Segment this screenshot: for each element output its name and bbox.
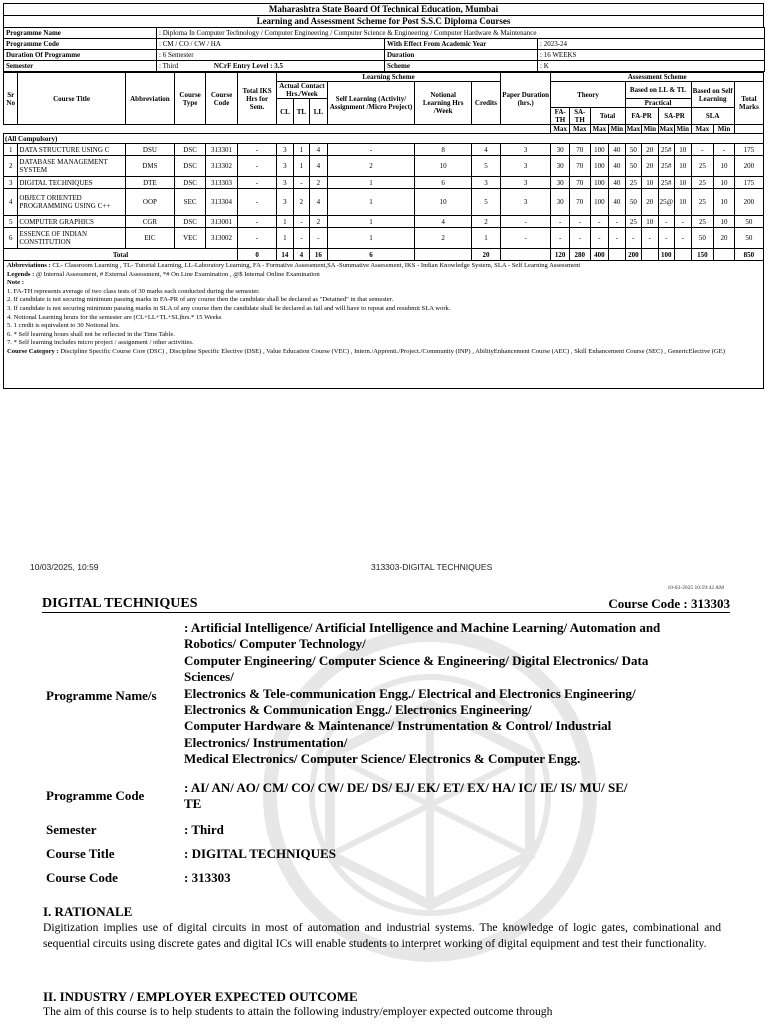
abbreviations-label: Abbreviations :	[7, 262, 51, 269]
learning-assessment-table	[3, 72, 764, 261]
cell-abbreviation: EIC	[125, 228, 174, 249]
cell-self-learning: 2	[327, 156, 415, 177]
cell-fa-pr-min: 10	[642, 216, 658, 228]
course-title-row	[42, 595, 730, 613]
ncrf-level: NCrF Entry Level : 3.5	[213, 62, 284, 70]
cell-sr-no: 3	[4, 177, 18, 189]
semester-value-text: : Third	[159, 62, 179, 70]
programme-names-label: Programme Name/s	[46, 688, 157, 703]
header-based-ll-tl: Based on LL & TL	[625, 82, 691, 99]
cell-credits: 4	[472, 144, 501, 156]
programme-names-value	[184, 620, 724, 768]
duration-programme-value: : 6 Semester	[157, 50, 385, 61]
cell-tl-hours: -	[293, 216, 309, 228]
cell-course-type: DSC	[175, 177, 206, 189]
header-theory: Theory	[551, 82, 625, 108]
header-ll: LL	[310, 99, 328, 125]
cell-sla-max: 50	[691, 228, 714, 249]
cell-sla-min: -	[714, 144, 735, 156]
cell-fa-th-max: 30	[551, 189, 570, 216]
programme-names-line: Electronics & Tele-communication Engg./ Electrical and Electronics Engineering/	[184, 685, 636, 701]
cell-theory-total-min: 40	[609, 144, 625, 156]
totals-fa-pr: 200	[625, 249, 641, 261]
header-actual-contact: Actual Contact Hrs./Week	[277, 82, 327, 99]
cell-total-marks: 50	[734, 228, 763, 249]
cell-sa-th-max: 70	[569, 189, 590, 216]
cell-course-type: DSC	[175, 156, 206, 177]
cell-iks-hours: -	[238, 189, 277, 216]
cell-sa-pr-max: -	[658, 216, 674, 228]
header-sa-th: SA-TH	[569, 108, 590, 125]
legends-label: Legends :	[7, 270, 35, 278]
cell-self-learning: -	[327, 144, 415, 156]
cell-sa-pr-min: 10	[675, 189, 691, 216]
cell-theory-total-max: 100	[590, 156, 609, 177]
cell-ll-hours: -	[310, 228, 328, 249]
note-item: 4. Notional Learning hours for the semester are (CL+LL+TL+SL)hrs.* 15 Weeks	[7, 313, 222, 321]
cell-self-learning: 1	[327, 216, 415, 228]
cell-iks-hours: -	[238, 177, 277, 189]
course-category-label: Course Category :	[7, 347, 59, 355]
header-self-learning: Self Learning (Activity/ Assignment /Micro Project)	[327, 82, 415, 125]
header-tl: TL	[293, 99, 309, 125]
cell-course-code: 313304	[206, 189, 238, 216]
programme-names-line: Electronics & Communication Engg./ Electronics Engineering/	[184, 702, 532, 718]
cell-theory-total-max: -	[590, 228, 609, 249]
cell-fa-pr-min: 10	[642, 177, 658, 189]
duration-label: Duration	[385, 50, 538, 61]
cell-paper-duration: 3	[500, 144, 551, 156]
header-learning-scheme: Learning Scheme	[277, 73, 501, 82]
cell-ll-hours: 2	[310, 216, 328, 228]
header-total-iks: Total IKS Hrs for Sem.	[238, 73, 277, 125]
cell-course-title: ESSENCE OF INDIAN CONSTITUTION	[18, 228, 125, 249]
cell-theory-total-max: -	[590, 216, 609, 228]
cell-credits: 5	[472, 189, 501, 216]
cell-notional-hours: 10	[415, 189, 472, 216]
cell-course-title: DIGITAL TECHNIQUES	[18, 177, 125, 189]
header-fa-pr: FA-PR	[625, 108, 658, 125]
course-code-info-row	[46, 864, 730, 888]
cell-total-marks: 50	[734, 216, 763, 228]
header-abbreviation: Abbreviation	[125, 73, 174, 125]
cell-course-type: DSC	[175, 216, 206, 228]
cell-course-title: DATA STRUCTURE USING C	[18, 144, 125, 156]
header-based-self: Based on Self Learning	[691, 82, 734, 108]
programme-meta-table	[3, 27, 765, 72]
cell-sla-max: 25	[691, 156, 714, 177]
header-course-code: Course Code	[206, 73, 238, 125]
course-semester-value: : Third	[184, 822, 224, 837]
cell-sa-pr-max: 25@	[658, 189, 674, 216]
cell-sla-max: 25	[691, 177, 714, 189]
cell-credits: 2	[472, 216, 501, 228]
totals-credits: 20	[472, 249, 501, 261]
abbreviations-line	[7, 262, 760, 271]
cell-sla-min: 10	[714, 156, 735, 177]
semester-value	[157, 61, 385, 72]
programme-names-line: : Artificial Intelligence/ Artificial Intelligence and Machine Learning/ Automation and	[184, 620, 661, 635]
cell-theory-total-max: 100	[590, 144, 609, 156]
header-theory-total: Total	[590, 108, 625, 125]
cell-fa-pr-min: 20	[642, 144, 658, 156]
note-item: 3. If candidate is not securing minimum passing marks in SLA of any course then the candidate shall be declared as fail and will have to repeat and resubmit SLA work.	[7, 304, 451, 312]
totals-cl: 14	[277, 249, 293, 261]
cell-fa-pr-min: -	[642, 228, 658, 249]
cell-paper-duration: 3	[500, 189, 551, 216]
cell-abbreviation: DMS	[125, 156, 174, 177]
note-item: 1. FA-TH represents average of two class tests of 30 marks each conducted during the semester.	[7, 287, 260, 295]
course-name-heading: DIGITAL TECHNIQUES	[42, 596, 198, 611]
header-max: Max	[659, 125, 674, 133]
course-row	[4, 189, 764, 216]
programme-code-label: Programme Code	[4, 39, 157, 50]
cell-fa-th-max: -	[551, 228, 570, 249]
course-page	[30, 585, 738, 1024]
print-header	[0, 562, 768, 576]
cell-iks-hours: -	[238, 156, 277, 177]
totals-sla: 150	[691, 249, 714, 261]
cell-course-code: 313303	[206, 177, 238, 189]
effect-value: : 2023-24	[538, 39, 765, 50]
cell-sla-max: 25	[691, 189, 714, 216]
header-assessment-scheme: Assessment Scheme	[551, 73, 764, 82]
header-max: Max	[691, 125, 714, 134]
cell-course-code: 313302	[206, 156, 238, 177]
course-title-value: : DIGITAL TECHNIQUES	[184, 846, 336, 861]
course-row	[4, 216, 764, 228]
programme-names-line: Computer Engineering/ Computer Science & Engineering/ Digital Electronics/ Data	[184, 652, 649, 668]
course-title-label: Course Title	[46, 846, 115, 861]
scheme-label: Scheme	[385, 61, 538, 72]
course-code-label: Course Code	[46, 870, 118, 885]
header-max: Max	[569, 125, 590, 134]
cell-iks-hours: -	[238, 216, 277, 228]
course-row	[4, 156, 764, 177]
cell-sa-pr-max: 25#	[658, 156, 674, 177]
cell-paper-duration: 3	[500, 177, 551, 189]
cell-theory-total-max: 100	[590, 177, 609, 189]
cell-total-marks: 175	[734, 144, 763, 156]
cell-fa-pr-max: 25	[625, 177, 641, 189]
course-category-line	[7, 348, 760, 357]
cell-course-type: SEC	[175, 189, 206, 216]
totals-sa-th: 280	[569, 249, 590, 261]
cell-theory-total-max: 100	[590, 189, 609, 216]
course-code-value: : 313303	[184, 870, 231, 885]
header-total-marks: Total Marks	[734, 82, 763, 125]
header-practical: Practical	[625, 99, 691, 108]
cell-course-title: OBJECT ORIENTED PROGRAMMING USING C++	[18, 189, 125, 216]
course-info	[46, 620, 730, 888]
totals-tl: 4	[293, 249, 309, 261]
header-course-title: Course Title	[18, 73, 125, 125]
cell-fa-pr-max: 50	[625, 189, 641, 216]
header-min: Min	[609, 125, 625, 134]
programme-names-line: Medical Electronics/ Computer Science/ Electronics & Computer Engg.	[184, 751, 581, 767]
all-compulsory-label: (All Compulsory)	[4, 134, 764, 144]
totals-fa-th: 120	[551, 249, 570, 261]
cell-credits: 3	[472, 177, 501, 189]
header-paper-duration: Paper Duration (hrs.)	[500, 73, 551, 125]
course-rows	[4, 144, 764, 249]
cell-tl-hours: -	[293, 177, 309, 189]
outcome-heading: II. INDUSTRY / EMPLOYER EXPECTED OUTCOME	[43, 989, 358, 1004]
cell-fa-th-max: -	[551, 216, 570, 228]
cell-abbreviation: DSU	[125, 144, 174, 156]
cell-cl-hours: 1	[277, 228, 293, 249]
print-doc-title: 313303-DIGITAL TECHNIQUES	[371, 562, 493, 572]
cell-self-learning: 1	[327, 177, 415, 189]
cell-fa-pr-min: 20	[642, 189, 658, 216]
cell-course-type: VEC	[175, 228, 206, 249]
course-code-heading: Course Code : 313303	[608, 596, 730, 611]
scheme-title: Learning and Assessment Scheme for Post S.S.C Diploma Courses	[3, 15, 764, 27]
course-title-info-row	[46, 840, 730, 864]
cell-cl-hours: 3	[277, 189, 293, 216]
cell-ll-hours: 4	[310, 189, 328, 216]
cell-theory-total-min: -	[609, 216, 625, 228]
board-title: Maharashtra State Board Of Technical Education, Mumbai	[3, 3, 764, 15]
cell-fa-pr-max: 50	[625, 156, 641, 177]
totals-label: Total	[4, 249, 238, 261]
cell-sa-pr-max: 25#	[658, 177, 674, 189]
cell-tl-hours: -	[293, 228, 309, 249]
scheme-page	[3, 3, 764, 389]
course-row	[4, 144, 764, 156]
duration-value: : 16 WEEKS	[538, 50, 765, 61]
totals-self: 6	[327, 249, 415, 261]
cell-sla-max: 25	[691, 216, 714, 228]
header-sla: SLA	[691, 108, 734, 125]
programme-code-line: : AI/ AN/ AO/ CM/ CO/ CW/ DE/ DS/ EJ/ EK/ ET/ EX/ HA/ IC/ IE/ IS/ MU/ SE/	[184, 780, 628, 795]
cell-notional-hours: 8	[415, 144, 472, 156]
cell-sr-no: 2	[4, 156, 18, 177]
semester-label: Semester	[4, 61, 157, 72]
cell-fa-th-max: 30	[551, 177, 570, 189]
cell-sa-pr-min: -	[675, 216, 691, 228]
course-category-text: Discipline Specific Course Core (DSC) , Discipline Specific Elective (DSE) , Value Education Course (VEC) , Intern./Apprenti./Project./Community (INP) , AbilityEnhancement Course (AEC) , Skill Enhancement Course (SEC) , GenericElective (GE)	[58, 347, 725, 355]
note-item: 2. If candidate is not securing minimum passing marks in FA-PR of any course then the candidate shall be declared as "Detained" in that semester.	[7, 296, 394, 304]
cell-sr-no: 4	[4, 189, 18, 216]
totals-iks: 0	[238, 249, 277, 261]
programme-code-value	[184, 780, 724, 813]
scheme-value: : K	[538, 61, 765, 72]
effect-label: With Effect From Academic Year	[385, 39, 538, 50]
cell-notional-hours: 6	[415, 177, 472, 189]
cell-fa-pr-min: 20	[642, 156, 658, 177]
programme-names-line: Sciences/	[184, 669, 234, 685]
cell-sr-no: 6	[4, 228, 18, 249]
cell-ll-hours: 2	[310, 177, 328, 189]
cell-sa-th-max: 70	[569, 144, 590, 156]
cell-sa-pr-max: 25#	[658, 144, 674, 156]
programme-name-label: Programme Name	[4, 28, 157, 39]
duration-programme-label: Duration Of Programme	[4, 50, 157, 61]
cell-self-learning: 1	[327, 228, 415, 249]
header-min: Min	[642, 125, 658, 134]
cell-total-marks: 200	[734, 156, 763, 177]
cell-theory-total-min: 40	[609, 156, 625, 177]
programme-names-line: Computer Hardware & Maintenance/ Instrumentation & Control/ Industrial	[184, 718, 612, 734]
header-course-type: Course Type	[175, 73, 206, 125]
cell-cl-hours: 1	[277, 216, 293, 228]
cell-self-learning: 1	[327, 189, 415, 216]
cell-sa-pr-min: 10	[675, 156, 691, 177]
cell-paper-duration: -	[500, 228, 551, 249]
programme-names-line: Electronics/ Instrumentation/	[184, 734, 348, 750]
cell-abbreviation: CGR	[125, 216, 174, 228]
cell-tl-hours: 1	[293, 156, 309, 177]
cell-paper-duration: -	[500, 216, 551, 228]
totals-sa-pr: 100	[658, 249, 674, 261]
header-sa-pr: SA-PR	[658, 108, 691, 125]
notes-block	[3, 261, 764, 389]
cell-sa-pr-min: 10	[675, 144, 691, 156]
note-item: 5. 1 credit is equivalent to 30 Notional hrs.	[7, 322, 120, 330]
totals-ll: 16	[310, 249, 328, 261]
course-row	[4, 177, 764, 189]
note-item: 6. * Self learning hours shall not be reflected in the Time Table.	[7, 330, 175, 338]
cell-ll-hours: 4	[310, 144, 328, 156]
page-timestamp: 10-03-2025 10:59:42 AM	[667, 585, 724, 591]
cell-ll-hours: 4	[310, 156, 328, 177]
course-row	[4, 228, 764, 249]
header-credits: Credits	[472, 82, 501, 125]
legends-text: @ Internal Assessment, # External Assessment, *# On Line Examination , @$ Internal Online Examination	[34, 270, 320, 278]
cell-fa-th-max: 30	[551, 144, 570, 156]
cell-paper-duration: 3	[500, 156, 551, 177]
cell-fa-th-max: 30	[551, 156, 570, 177]
note-item: 7. * Self learning includes micro project / assignment / other activities.	[7, 339, 194, 347]
cell-sla-max: -	[691, 144, 714, 156]
header-fa-th: FA-TH	[551, 108, 570, 125]
cell-cl-hours: 3	[277, 156, 293, 177]
cell-cl-hours: 3	[277, 177, 293, 189]
cell-iks-hours: -	[238, 144, 277, 156]
semester-row	[46, 816, 730, 840]
cell-notional-hours: 10	[415, 156, 472, 177]
cell-course-title: COMPUTER GRAPHICS	[18, 216, 125, 228]
course-semester-label: Semester	[46, 822, 97, 837]
header-max: Max	[590, 125, 609, 134]
cell-sa-th-max: -	[569, 228, 590, 249]
cell-sa-pr-min: 10	[675, 177, 691, 189]
header-cl: CL	[277, 99, 293, 125]
header-min: Min	[714, 125, 735, 134]
programme-code-line: TE	[184, 796, 202, 812]
note-label: Note :	[7, 279, 25, 287]
outcome-text: The aim of this course is to help students to attain the following industry/employer expected outcome through	[43, 1005, 553, 1018]
cell-tl-hours: 1	[293, 144, 309, 156]
cell-sa-th-max: 70	[569, 177, 590, 189]
cell-sla-min: 20	[714, 228, 735, 249]
rationale-text: Digitization implies use of digital circuits in most of automation and industrial systems. The knowledge of logic gates, combinational and sequential circuits using discrete gates and digital ICs will enable students to interpret working of digital equipment and test their functionality.	[43, 921, 721, 950]
header-max: Max	[626, 125, 641, 133]
header-notional: Notional Learning Hrs /Week	[415, 82, 472, 125]
cell-abbreviation: DTE	[125, 177, 174, 189]
cell-course-type: DSC	[175, 144, 206, 156]
cell-course-code: 313301	[206, 144, 238, 156]
cell-course-code: 313001	[206, 216, 238, 228]
cell-fa-pr-max: 25	[625, 216, 641, 228]
rationale-heading: I. RATIONALE	[43, 904, 133, 919]
cell-credits: 1	[472, 228, 501, 249]
totals-notional	[415, 249, 472, 261]
cell-fa-pr-max: 50	[625, 144, 641, 156]
abbreviations-text: CL- Classroom Learning , TL- Tutorial Learning, LL-Laboratory Learning, FA - Formative Assessment,SA -Summative Assessment, IKS - Indian Knowledge System, SLA - Self Learning Assessment	[50, 262, 581, 269]
cell-credits: 5	[472, 156, 501, 177]
totals-marks: 850	[734, 249, 763, 261]
cell-tl-hours: 2	[293, 189, 309, 216]
cell-total-marks: 175	[734, 177, 763, 189]
cell-abbreviation: OOP	[125, 189, 174, 216]
cell-fa-pr-max: -	[625, 228, 641, 249]
programme-name-value: : Diploma In Computer Technology / Computer Engineering / Computer Science & Engineering / Computer Hardware & Maintenance	[157, 28, 765, 39]
programme-code-label: Programme Code	[46, 788, 145, 803]
cell-notional-hours: 4	[415, 216, 472, 228]
cell-sa-pr-min: -	[675, 228, 691, 249]
cell-sa-pr-max: -	[658, 228, 674, 249]
cell-cl-hours: 3	[277, 144, 293, 156]
cell-sla-min: 10	[714, 189, 735, 216]
header-min: Min	[675, 125, 691, 134]
print-datetime: 10/03/2025, 10:59	[30, 562, 99, 572]
cell-iks-hours: -	[238, 228, 277, 249]
header-max: Max	[551, 125, 570, 134]
cell-sla-min: 10	[714, 177, 735, 189]
totals-row	[4, 249, 764, 261]
cell-sr-no: 1	[4, 144, 18, 156]
cell-sr-no: 5	[4, 216, 18, 228]
programme-code-value: : CM / CO / CW / HA	[157, 39, 385, 50]
cell-sla-min: 10	[714, 216, 735, 228]
totals-th-total: 400	[590, 249, 609, 261]
cell-sa-th-max: 70	[569, 156, 590, 177]
programme-code-row	[46, 780, 730, 816]
cell-theory-total-min: -	[609, 228, 625, 249]
cell-course-title: DATABASE MANAGEMENT SYSTEM	[18, 156, 125, 177]
programme-names-row	[46, 620, 730, 780]
cell-sa-th-max: -	[569, 216, 590, 228]
legends-line	[7, 271, 760, 280]
programme-names-line: Robotics/ Computer Technology/	[184, 636, 366, 652]
cell-course-code: 313002	[206, 228, 238, 249]
cell-theory-total-min: 40	[609, 177, 625, 189]
cell-total-marks: 200	[734, 189, 763, 216]
header-sr-no: Sr No	[4, 73, 18, 125]
cell-theory-total-min: 40	[609, 189, 625, 216]
cell-notional-hours: 2	[415, 228, 472, 249]
